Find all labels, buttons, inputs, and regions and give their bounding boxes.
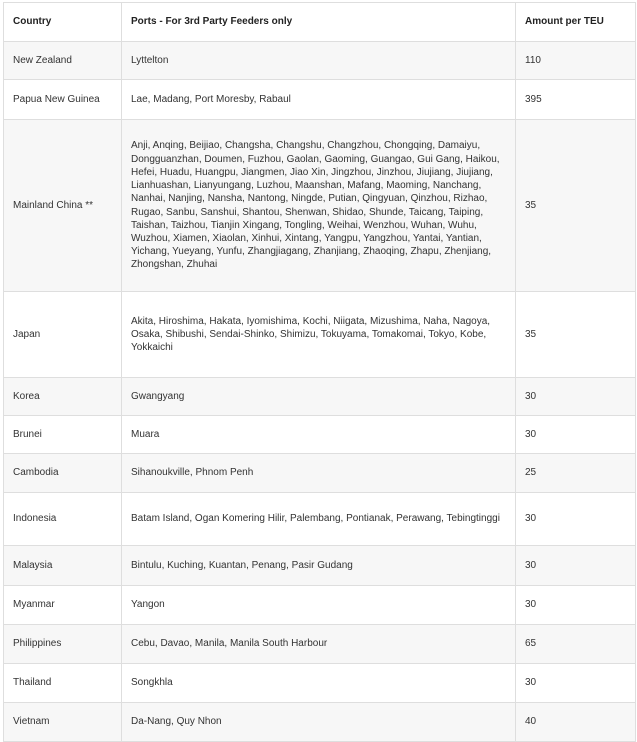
cell-ports: Songkhla <box>122 664 516 703</box>
cell-country: Philippines <box>4 625 122 664</box>
header-country: Country <box>4 3 122 42</box>
cell-amount: 35 <box>516 120 636 292</box>
cell-country: Vietnam <box>4 703 122 742</box>
feeder-rates-table <box>3 2 636 742</box>
cell-country: Indonesia <box>4 493 122 546</box>
table-body <box>4 42 636 742</box>
cell-amount: 25 <box>516 454 636 493</box>
cell-ports: Da-Nang, Quy Nhon <box>122 703 516 742</box>
cell-country: Japan <box>4 292 122 378</box>
table-row <box>4 292 636 378</box>
table-row <box>4 625 636 664</box>
cell-ports: Cebu, Davao, Manila, Manila South Harbour <box>122 625 516 664</box>
cell-ports: Anji, Anqing, Beijiao, Changsha, Changshu, Changzhou, Chongqing, Damaiyu, Dongguanzhan, Doumen, Fuzhou, Gaolan, Gaoming, Guangao, Gui Gang, Haikou, Hefei, Huadu, Huangpu, Jiangmen, Jiao Xin, Jingzhou, Jinzhou, Jiujiang, Jiujiang, Lianhuashan, Lianyungang, Luzhou, Maanshan, Mafang, Maoming, Nanchang, Nanhai, Nanjing, Nansha, Nantong, Ningde, Putian, Qingyuan, Qinzhou, Rizhao, Rugao, Sanbu, Sanshui, Shantou, Shenwan, Shidao, Shunde, Taicang, Taiping, Taishan, Taizhou, Tianjin Xingang, Tongling, Weihai, Wenzhou, Wuhan, Wuhu, Wuzhou, Xiamen, Xiaolan, Xinhui, Xintang, Yangpu, Yangzhou, Yantai, Yantian, Yichang, Yueyang, Yunfu, Zhangjiagang, Zhanjiang, Zhaoqing, Zhapu, Zhenjiang, Zhongshan, Zhuhai <box>122 120 516 292</box>
table-row <box>4 378 636 416</box>
header-ports: Ports - For 3rd Party Feeders only <box>122 3 516 42</box>
cell-amount: 65 <box>516 625 636 664</box>
cell-ports: Muara <box>122 416 516 454</box>
cell-ports: Gwangyang <box>122 378 516 416</box>
header-amount: Amount per TEU <box>516 3 636 42</box>
cell-amount: 30 <box>516 378 636 416</box>
table-row <box>4 703 636 742</box>
cell-amount: 30 <box>516 664 636 703</box>
table-header-row <box>4 3 636 42</box>
cell-amount: 30 <box>516 416 636 454</box>
cell-country: Thailand <box>4 664 122 703</box>
cell-country: Brunei <box>4 416 122 454</box>
cell-country: Cambodia <box>4 454 122 493</box>
table-row <box>4 120 636 292</box>
cell-ports: Akita, Hiroshima, Hakata, Iyomishima, Kochi, Niigata, Mizushima, Naha, Nagoya, Osaka, Shibushi, Sendai-Shinko, Shimizu, Tokuyama, Tomakomai, Tokyo, Kobe, Yokkaichi <box>122 292 516 378</box>
cell-ports: Yangon <box>122 586 516 625</box>
cell-country: New Zealand <box>4 42 122 80</box>
table-row <box>4 664 636 703</box>
cell-amount: 30 <box>516 546 636 586</box>
cell-amount: 30 <box>516 493 636 546</box>
table-row <box>4 416 636 454</box>
cell-country: Papua New Guinea <box>4 80 122 120</box>
cell-amount: 395 <box>516 80 636 120</box>
cell-ports: Sihanoukville, Phnom Penh <box>122 454 516 493</box>
table-row <box>4 42 636 80</box>
cell-country: Korea <box>4 378 122 416</box>
cell-ports: Lae, Madang, Port Moresby, Rabaul <box>122 80 516 120</box>
table-row <box>4 546 636 586</box>
cell-country: Malaysia <box>4 546 122 586</box>
cell-ports: Lyttelton <box>122 42 516 80</box>
feeder-rates-table-container <box>3 2 635 742</box>
cell-amount: 35 <box>516 292 636 378</box>
table-row <box>4 586 636 625</box>
table-row <box>4 80 636 120</box>
cell-amount: 110 <box>516 42 636 80</box>
cell-ports: Batam Island, Ogan Komering Hilir, Palembang, Pontianak, Perawang, Tebingtinggi <box>122 493 516 546</box>
cell-amount: 40 <box>516 703 636 742</box>
table-row <box>4 454 636 493</box>
cell-country: Myanmar <box>4 586 122 625</box>
cell-country: Mainland China ** <box>4 120 122 292</box>
table-row <box>4 493 636 546</box>
cell-ports: Bintulu, Kuching, Kuantan, Penang, Pasir Gudang <box>122 546 516 586</box>
cell-amount: 30 <box>516 586 636 625</box>
